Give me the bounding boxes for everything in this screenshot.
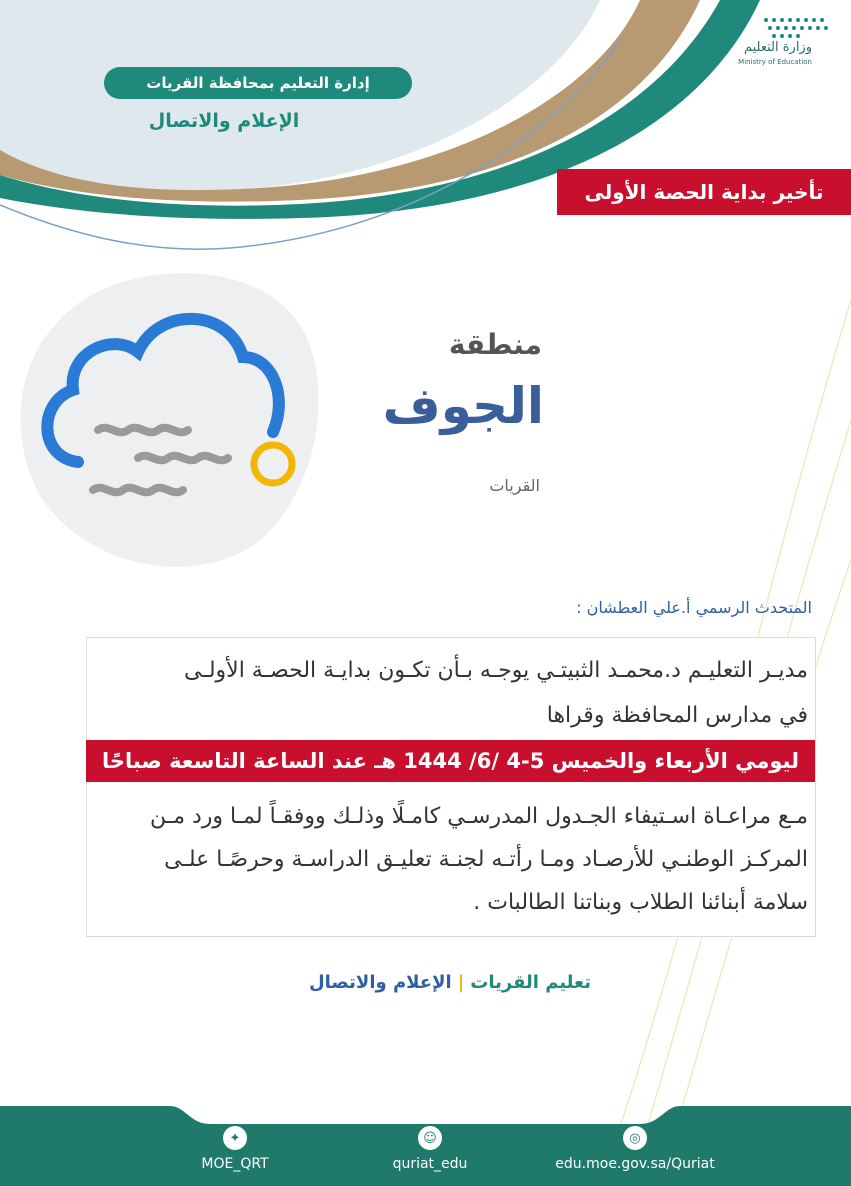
announcement-line: مديـر التعليـم د.محمـد الثبيتـي يوجـه بـأن تكـون بدايـة الحصـة الأولـى (184, 658, 808, 683)
snapchat-link[interactable] (375, 1126, 485, 1172)
alert-banner: تأخير بداية الحصة الأولى (557, 169, 851, 215)
region-label: منطقة (448, 328, 542, 361)
credit-separator: | (457, 972, 465, 993)
footer-credit (250, 972, 650, 993)
ministry-logo-icon (762, 16, 832, 40)
ministry-name-ar: وزارة التعليم (743, 40, 812, 55)
fog-weather-icon (18, 262, 318, 572)
city-name: القريات (489, 476, 540, 495)
ministry-name-en: Ministry of Education (738, 58, 812, 66)
media-unit-title: الإعلام والاتصال (148, 110, 300, 132)
region-name: الجوف (382, 377, 544, 435)
official-spokesperson: المتحدث الرسمي أ.علي العطشان : (576, 598, 812, 617)
snapchat-icon: ☺ (418, 1126, 442, 1150)
announcement-line: في مدارس المحافظة وقراها (546, 703, 808, 728)
globe-icon: ◎ (623, 1126, 647, 1150)
website-link[interactable] (545, 1126, 725, 1172)
announcement-line: مـع مراعـاة اسـتيفاء الجـدول المدرسـي كامـلًا وذلـك ووفقـاً لمـا ورد مـن (150, 804, 808, 829)
announcement-intro (96, 648, 808, 738)
department-pill: إدارة التعليم بمحافظة القريات (104, 67, 412, 99)
website-url: edu.moe.gov.sa/Quriat (555, 1156, 715, 1172)
credit-media-unit: الإعلام والاتصال (309, 972, 452, 993)
snapchat-handle: quriat_edu (392, 1156, 468, 1172)
announcement-line: سلامة أبنائنا الطلاب وبناتنا الطالبات . (473, 890, 808, 915)
twitter-link[interactable] (190, 1126, 280, 1172)
twitter-icon: ✦ (223, 1126, 247, 1150)
announcement-line: المركـز الوطنـي للأرصـاد ومـا رأتـه لجنـة تعليـق الدراسـة وحرصًـا علـى (164, 847, 808, 872)
twitter-handle: MOE_QRT (201, 1156, 269, 1172)
date-time-banner: ليومي الأربعاء والخميس 5-4 /6/ 1444 هـ عند الساعة التاسعة صباحًا (86, 740, 815, 782)
credit-education-office: تعليم القريات (470, 972, 591, 993)
announcement-body (96, 795, 808, 924)
